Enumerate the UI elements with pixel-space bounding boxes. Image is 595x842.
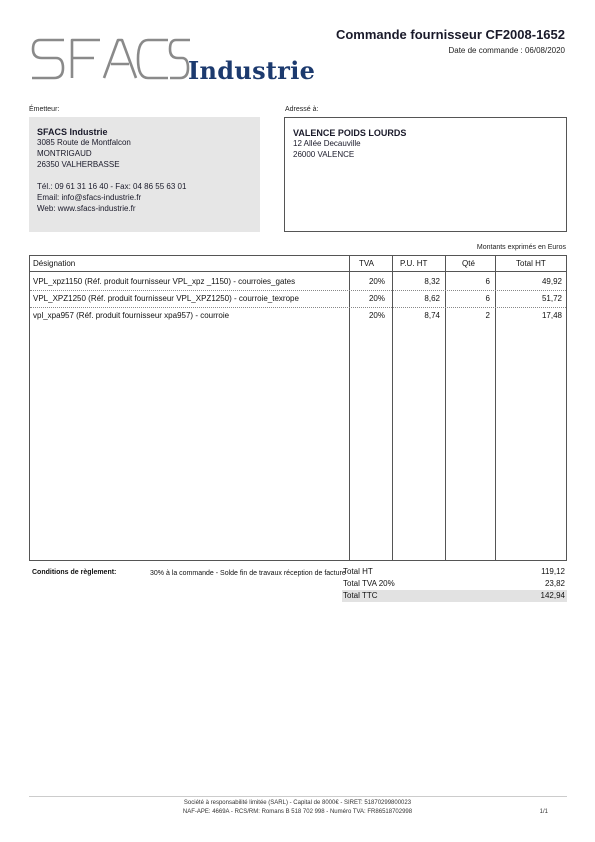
- sender-email: Email: info@sfacs-industrie.fr: [37, 193, 142, 202]
- table-row: [30, 274, 566, 291]
- sender-label: Émetteur:: [29, 106, 60, 113]
- cell-total: 49,92: [541, 277, 562, 286]
- sender-phone-fax: Tél.: 09 61 31 16 40 - Fax: 04 86 55 63 01: [37, 182, 187, 191]
- total-ht-value: 119,12: [541, 567, 565, 576]
- col-header-tva: TVA: [359, 259, 374, 268]
- cell-unit-price: 8,62: [424, 294, 440, 303]
- recipient-address-line: 12 Allée Decauville: [293, 139, 361, 148]
- order-lines-table: [29, 255, 567, 561]
- recipient-label: Adressé à:: [285, 106, 319, 113]
- col-header-designation: Désignation: [33, 259, 76, 268]
- sfacs-logo-mark: [30, 32, 190, 88]
- cell-tva: 20%: [368, 277, 385, 286]
- sender-website: Web: www.sfacs-industrie.fr: [37, 204, 136, 213]
- total-ht-label: Total HT: [343, 567, 373, 576]
- totals-block: [342, 566, 567, 602]
- sender-box: [29, 117, 260, 232]
- footer-divider: [29, 796, 567, 797]
- total-tva-value: 23,82: [544, 579, 565, 588]
- page-number: 1/1: [539, 809, 548, 815]
- total-ttc-label: Total TTC: [343, 591, 378, 600]
- cell-total: 17,48: [541, 311, 562, 320]
- table-row: [30, 291, 566, 308]
- sender-address-line: 3085 Route de Montfalcon: [37, 138, 131, 147]
- recipient-box: [284, 117, 567, 232]
- recipient-name: VALENCE POIDS LOURDS: [293, 128, 407, 138]
- cell-unit-price: 8,74: [424, 311, 440, 320]
- total-ttc-value: 142,94: [540, 591, 565, 600]
- footer-legal-line-1: Société à responsabilité limitée (SARL) - Capital de 8000€ - SIRET: 51870299800023: [183, 800, 412, 806]
- total-tva-row: [342, 578, 567, 590]
- document-title: Commande fournisseur CF2008-1652: [335, 27, 565, 42]
- cell-quantity: 6: [485, 294, 490, 303]
- cell-unit-price: 8,32: [424, 277, 440, 286]
- col-header-total: Total HT: [516, 259, 546, 268]
- cell-quantity: 6: [485, 277, 490, 286]
- table-row: [30, 308, 566, 324]
- sender-address-line: 26350 VALHERBASSE: [37, 160, 120, 169]
- order-date: Date de commande : 06/08/2020: [448, 46, 565, 55]
- company-logo: [30, 32, 315, 88]
- payment-conditions-label: Conditions de règlement:: [32, 569, 117, 576]
- cell-designation: VPL_XPZ1250 (Réf. produit fournisseur VPL_XPZ1250) - courroie_texrope: [33, 294, 299, 303]
- logo-subtitle: Industrie: [188, 56, 316, 85]
- sender-name: SFACS Industrie: [37, 127, 108, 137]
- cell-designation: vpl_xpa957 (Réf. produit fournisseur xpa957) - courroie: [33, 311, 230, 320]
- footer-legal-line-2: NAF-APE: 4669A - RCS/RM: Romans B 518 702 998 - Numéro TVA: FR86518702998: [182, 809, 413, 815]
- col-header-quantity: Qté: [462, 259, 475, 268]
- recipient-address-line: 26000 VALENCE: [293, 150, 355, 159]
- sender-address-line: MONTRIGAUD: [37, 149, 92, 158]
- currency-note: Montants exprimés en Euros: [476, 244, 566, 251]
- table-header: [30, 256, 566, 272]
- col-header-unit-price: P.U. HT: [400, 259, 428, 268]
- cell-tva: 20%: [368, 311, 385, 320]
- cell-designation: VPL_xpz1150 (Réf. produit fournisseur VPL_xpz _1150) - courroies_gates: [33, 277, 296, 286]
- cell-tva: 20%: [368, 294, 385, 303]
- cell-quantity: 2: [485, 311, 490, 320]
- total-ht-row: [342, 566, 567, 578]
- payment-conditions-text: 30% à la commande - Solde fin de travaux réception de facture: [150, 570, 346, 577]
- cell-total: 51,72: [541, 294, 562, 303]
- total-tva-label: Total TVA 20%: [343, 579, 395, 588]
- total-ttc-row: [342, 590, 567, 602]
